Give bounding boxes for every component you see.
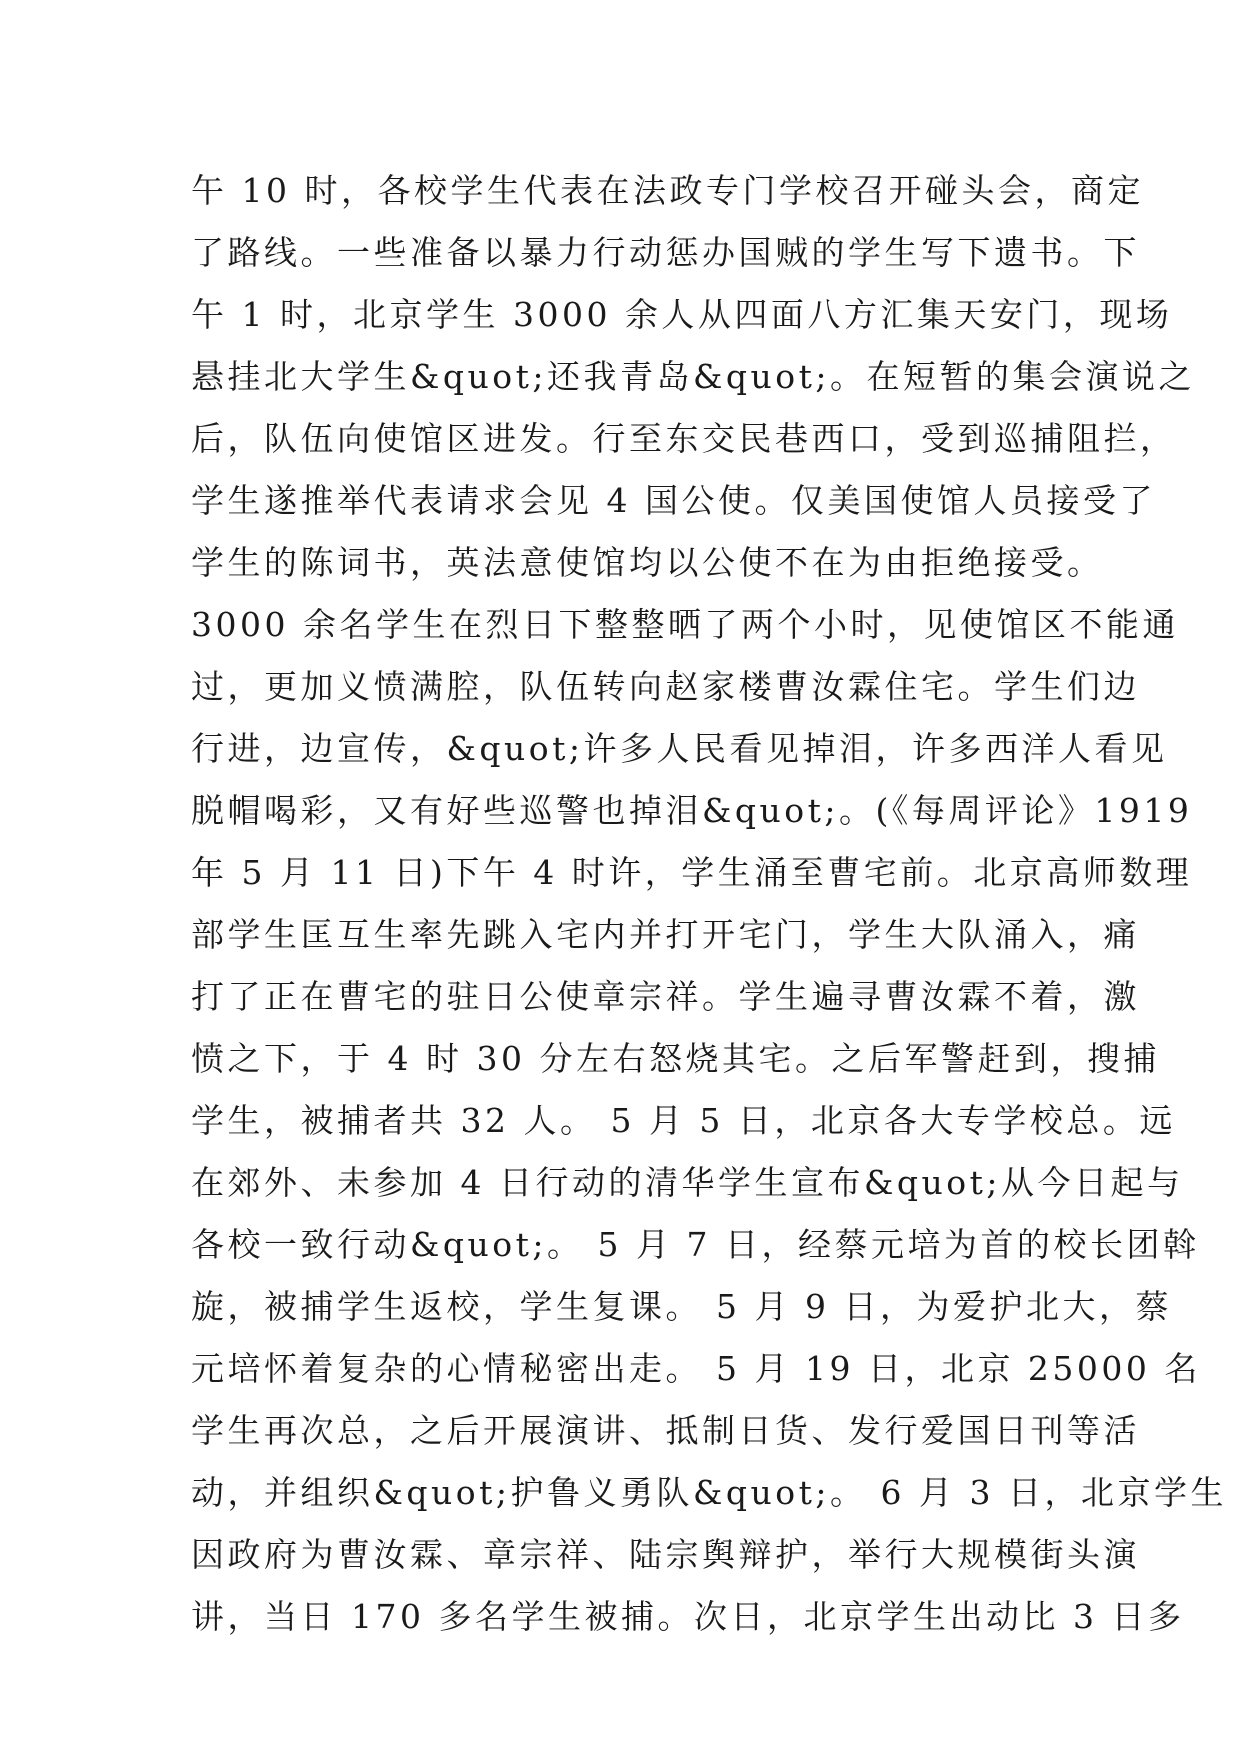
- text-line: 午 10 时，各校学生代表在法政专门学校召开碰头会，商定: [191, 171, 1144, 210]
- text-line: 学生，被捕者共 32 人。 5 月 5 日，北京各大专学校总。远: [191, 1101, 1176, 1140]
- text-line: 学生遂推举代表请求会见 4 国公使。仅美国使馆人员接受了: [191, 481, 1156, 520]
- text-line: 愤之下，于 4 时 30 分左右怒烧其宅。之后军警赶到，搜捕: [191, 1039, 1160, 1078]
- text-line: 了路线。一些准备以暴力行动惩办国贼的学生写下遗书。下: [191, 233, 1140, 272]
- text-line: 学生再次总，之后开展演讲、抵制日货、发行爱国日刊等活: [191, 1411, 1140, 1450]
- text-line: 午 1 时，北京学生 3000 余人从四面八方汇集天安门，现场: [191, 295, 1173, 334]
- text-line: 元培怀着复杂的心情秘密出走。 5 月 19 日，北京 25000 名: [191, 1349, 1201, 1388]
- text-line: 行进，边宣传，&quot;许多人民看见掉泪，许多西洋人看见: [191, 729, 1168, 768]
- text-line: 动，并组织&quot;护鲁义勇队&quot;。 6 月 3 日，北京学生: [191, 1473, 1227, 1512]
- text-line: 讲，当日 170 多名学生被捕。次日，北京学生出动比 3 日多: [191, 1597, 1185, 1636]
- text-line: 旋，被捕学生返校，学生复课。 5 月 9 日，为爱护北大，蔡: [191, 1287, 1172, 1326]
- text-line: 悬挂北大学生&quot;还我青岛&quot;。在短暂的集会演说之: [191, 357, 1195, 396]
- text-line: 在郊外、未参加 4 日行动的清华学生宣布&quot;从今日起与: [191, 1163, 1184, 1202]
- text-line: 打了正在曹宅的驻日公使章宗祥。学生遍寻曹汝霖不着，激: [191, 977, 1140, 1016]
- text-line: 年 5 月 11 日)下午 4 时许，学生涌至曹宅前。北京高师数理: [191, 853, 1193, 892]
- text-line: 部学生匡互生率先跳入宅内并打开宅门，学生大队涌入，痛: [191, 915, 1140, 954]
- body-text: [191, 160, 1227, 1648]
- text-line: 后，队伍向使馆区进发。行至东交民巷西口，受到巡捕阻拦，: [191, 419, 1177, 458]
- text-line: 各校一致行动&quot;。 5 月 7 日，经蔡元培为首的校长团斡: [191, 1225, 1200, 1264]
- text-line: 3000 余名学生在烈日下整整晒了两个小时，见使馆区不能通: [191, 605, 1179, 644]
- text-line: 过，更加义愤满腔，队伍转向赵家楼曹汝霖住宅。学生们边: [191, 667, 1140, 706]
- text-line: 学生的陈词书，英法意使馆均以公使不在为由拒绝接受。: [191, 543, 1104, 582]
- text-line: 脱帽喝彩，又有好些巡警也掉泪&quot;。(《每周评论》1919: [191, 791, 1193, 830]
- text-line: 因政府为曹汝霖、章宗祥、陆宗舆辩护，举行大规模街头演: [191, 1535, 1140, 1574]
